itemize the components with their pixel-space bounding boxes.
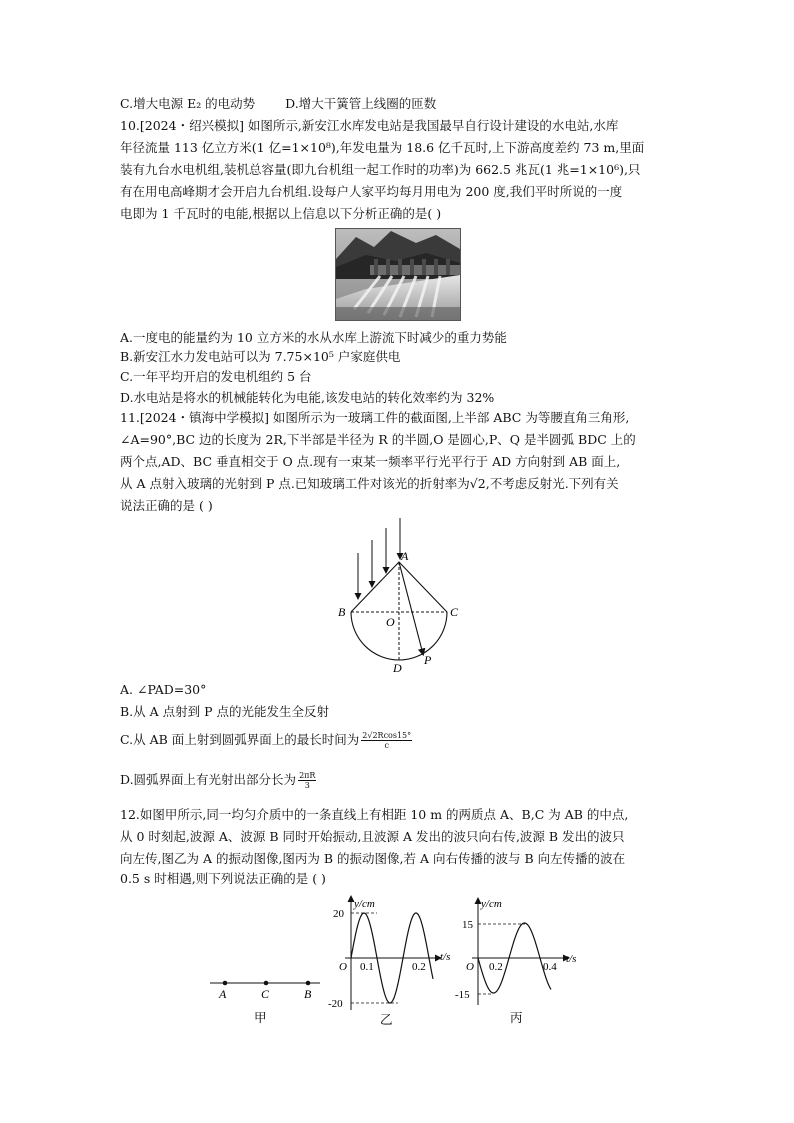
label-point-c: C bbox=[261, 987, 270, 1001]
q11-stem-line-2: ∠A=90°,BC 边的长度为 2R,下半部是半径为 R 的半圆,O 是圆心,P、Q 是半圆弧 BDC 上的 bbox=[120, 432, 636, 447]
q9-option-d: D.增大干簧管上线圈的匝数 bbox=[285, 96, 437, 111]
q11-option-b: B.从 A 点射到 P 点的光能发生全反射 bbox=[120, 704, 329, 719]
bing-t1: 0.2 bbox=[489, 961, 503, 973]
yi-xlabel: t/s bbox=[440, 951, 451, 963]
yi-t2: 0.2 bbox=[412, 961, 426, 973]
yi-y-bottom: -20 bbox=[328, 998, 343, 1010]
q11-stem-line-3: 两个点,AD、BC 垂直相交于 O 点.现有一束某一频率平行光平行于 AD 方向射到 AB 面上, bbox=[120, 454, 621, 469]
q10-option-d: D.水电站是将水的机械能转化为电能,该发电站的转化效率约为 32% bbox=[120, 390, 495, 405]
label-point-b: B bbox=[304, 987, 312, 1001]
q11-option-d-text: D.圆弧界面上有光射出部分长为 bbox=[120, 772, 297, 787]
fig-jia bbox=[210, 981, 320, 1025]
dam-photo bbox=[335, 228, 461, 321]
bing-ylabel: y/cm bbox=[481, 898, 502, 910]
q11-option-c-denominator: c bbox=[384, 741, 389, 750]
q10-option-a: A.一度电的能量约为 10 立方米的水从水库上游流下时减少的重力势能 bbox=[120, 330, 507, 345]
q12-stem-line-2: 从 0 时刻起,波源 A、波源 B 同时开始振动,且波源 A 发出的波只向右传,波源 B 发出的波只 bbox=[120, 829, 625, 844]
q10-stem-line-5: 电即为 1 千瓦时的电能,根据以上信息以下分析正确的是( ) bbox=[120, 206, 442, 221]
caption-jia: 甲 bbox=[254, 1011, 267, 1025]
q11-option-d-numerator: 2πR bbox=[299, 771, 316, 780]
q11-option-c-text: C.从 AB 面上射到圆弧界面上的最长时间为 bbox=[120, 732, 360, 747]
label-a: A bbox=[401, 549, 409, 563]
q11-stem-line-1: 11.[2024・镇海中学模拟] 如图所示为一玻璃工件的截面图,上半部 ABC 为等腰直角三角形, bbox=[120, 410, 630, 425]
caption-bing: 丙 bbox=[510, 1011, 523, 1025]
point-b bbox=[306, 981, 311, 986]
q9-options-row bbox=[120, 95, 436, 113]
q11-option-d bbox=[120, 771, 316, 790]
yi-origin: O bbox=[339, 961, 347, 973]
q12-figures bbox=[200, 890, 580, 1030]
q11-option-d-denominator: 3 bbox=[304, 781, 310, 790]
bing-xlabel: t/s bbox=[566, 953, 577, 965]
q9-option-c: C.增大电源 E₂ 的电动势 bbox=[120, 96, 256, 111]
bing-y-bottom: -15 bbox=[455, 989, 470, 1001]
incident-rays bbox=[358, 518, 400, 598]
q10-stem-line-4: 有在用电高峰期才会开启九台机组.设每户人家平均每月用电为 200 度,我们平时所说的一度 bbox=[120, 184, 623, 199]
point-c bbox=[264, 981, 269, 986]
fig-bing bbox=[455, 898, 576, 1025]
q11-option-c-numerator: 2√2Rcos15° bbox=[362, 731, 412, 740]
label-o: O bbox=[386, 615, 395, 629]
label-b: B bbox=[338, 605, 346, 619]
q10-option-c: C.一年平均开启的发电机组约 5 台 bbox=[120, 369, 312, 384]
refracted-ray-ap bbox=[399, 562, 423, 654]
label-p: P bbox=[424, 653, 432, 667]
q12-stem-line-3: 向左传,图乙为 A 的振动图像,图丙为 B 的振动图像,若 A 向右传播的波与 B 向左传播的波在 bbox=[120, 851, 626, 866]
yi-t1: 0.1 bbox=[360, 961, 374, 973]
q10-stem-line-2: 年径流量 113 亿立方米(1 亿=1×10⁸),年发电量为 18.6 亿千瓦时,上下游高度差约 73 m,里面 bbox=[120, 140, 645, 155]
glass-diagram bbox=[330, 515, 470, 680]
q11-stem-line-4: 从 A 点射入玻璃的光射到 P 点.已知玻璃工件对该光的折射率为√2,不考虑反射光.下列有关 bbox=[120, 476, 619, 491]
q12-stem-line-1: 12.如图甲所示,同一均匀介质中的一条直线上有相距 10 m 的两质点 A、B,C 为 AB 的中点, bbox=[120, 807, 629, 822]
q11-stem-line-5: 说法正确的是 ( ) bbox=[120, 498, 213, 513]
q11-option-c bbox=[120, 731, 412, 750]
fig-yi bbox=[328, 897, 450, 1027]
q10-stem-line-3: 装有九台水电机组,装机总容量(即九台机组一起工作时的功率)为 662.5 兆瓦(1 兆=1×10⁶),只 bbox=[120, 162, 641, 177]
label-point-a: A bbox=[219, 987, 227, 1001]
q10-stem-line-1: 10.[2024・绍兴模拟] 如图所示,新安江水库发电站是我国最早自行设计建设的水电站,水库 bbox=[120, 118, 619, 133]
caption-yi: 乙 bbox=[380, 1013, 393, 1027]
bing-y-top: 15 bbox=[462, 919, 473, 931]
q12-stem-line-4: 0.5 s 时相遇,则下列说法正确的是 ( ) bbox=[120, 871, 326, 886]
q11-option-a: A. ∠PAD=30° bbox=[120, 682, 207, 697]
yi-ylabel: y/cm bbox=[354, 898, 375, 910]
yi-y-top: 20 bbox=[333, 908, 344, 920]
bing-origin: O bbox=[466, 961, 474, 973]
bing-t2: 0.4 bbox=[543, 961, 557, 973]
label-c: C bbox=[450, 605, 459, 619]
label-d: D bbox=[393, 661, 402, 675]
q11-option-d-fraction bbox=[298, 771, 316, 790]
q10-option-b: B.新安江水力发电站可以为 7.75×10⁵ 户家庭供电 bbox=[120, 349, 401, 364]
point-a bbox=[223, 981, 228, 986]
q11-option-c-fraction bbox=[361, 731, 412, 750]
